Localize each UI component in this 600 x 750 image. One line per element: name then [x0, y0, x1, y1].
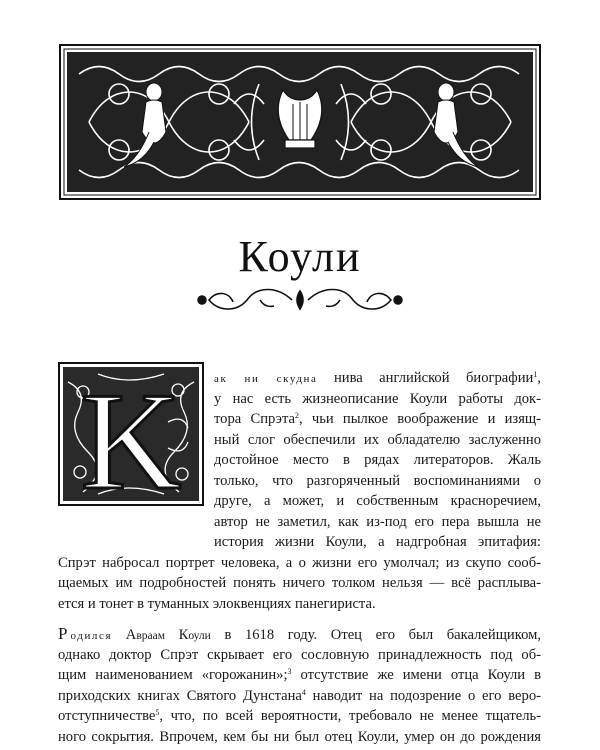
lead-smallcaps-1: ак ни скудна — [214, 373, 318, 385]
paragraph-2-line-4: приходских книгах Святого Дунстана$^4$ наводит на подозрение о его веро- — [58, 687, 541, 704]
paragraph-1-line-11: щаемых им подробностей понять ничего толком нельзя — всё расплыва- — [58, 575, 541, 591]
headpiece-ornament — [59, 44, 541, 200]
paragraph-2-line-5: отступничестве$^5$, что, по всей вероятности, требовало не менее тщатель- — [58, 708, 541, 724]
paragraph-1-line-12: ется и тонет в туманных элоквенциях панегириста. — [58, 595, 376, 612]
footnote-ref-3[interactable]: 3 — [287, 667, 292, 676]
paragraph-2-line-6: ного сокрытия. Впрочем, кем бы ни был отец Коули, умер он до рождения — [58, 728, 541, 745]
paragraph-1-line-5: достойное место в рядах литераторов. Жаль — [214, 452, 541, 468]
paragraph-2-initial: Р — [58, 624, 71, 643]
paragraph-2-line-3: щим наименованием «горожанин»;$^3$ отсутствие же имени отца Коули в — [58, 667, 541, 683]
chapter-title: Коули — [238, 232, 362, 281]
lead-smallcaps-2: одился — [70, 630, 113, 642]
drop-cap-k — [58, 362, 204, 506]
footnote-ref-2[interactable]: 2 — [294, 411, 299, 420]
paragraph-1-line-6: только, что разгоряченный воспоминаниями о — [214, 472, 541, 489]
paragraph-1-line-3: тора Спрэта$^2$, чьи пылкое воображение и изящ- — [214, 411, 542, 427]
paragraph-1-line-7: друге, а может, и собственным красноречием, — [214, 493, 541, 509]
paragraph-2-line-2: однако доктор Спрэт скрывает его сословную принадлежность под об- — [58, 646, 541, 663]
footnote-ref-5[interactable]: 5 — [155, 708, 160, 717]
paragraph-2-line-1: Родился Авраам Коули в 1618 году. Отец его был бакалейщиком, — [58, 624, 541, 643]
svg-text:K: K — [80, 364, 182, 506]
title-ornament — [190, 287, 410, 313]
paragraph-1-line-8: автор не заметил, как из-под его пера вышла не — [214, 513, 541, 530]
paragraph-1-line-9: история жизни Коули, а надгробная эпитафия: — [214, 534, 541, 550]
paragraph-1-line-1: ак ни скудна нива английской биографии$^1$, — [214, 370, 541, 386]
paragraph-1-line-10: Спрэт набросал портрет человека, а о жизни его умолчал; из скупо сооб- — [58, 554, 541, 571]
paragraph-1-line-4: ный слог обеспечили их обладателю заслуженно — [214, 431, 541, 448]
paragraph-1-line-2: у нас есть жизнеописание Коули работы док- — [214, 390, 541, 407]
footnote-ref-1[interactable]: 1 — [533, 370, 538, 379]
footnote-ref-4[interactable]: 4 — [301, 687, 306, 697]
